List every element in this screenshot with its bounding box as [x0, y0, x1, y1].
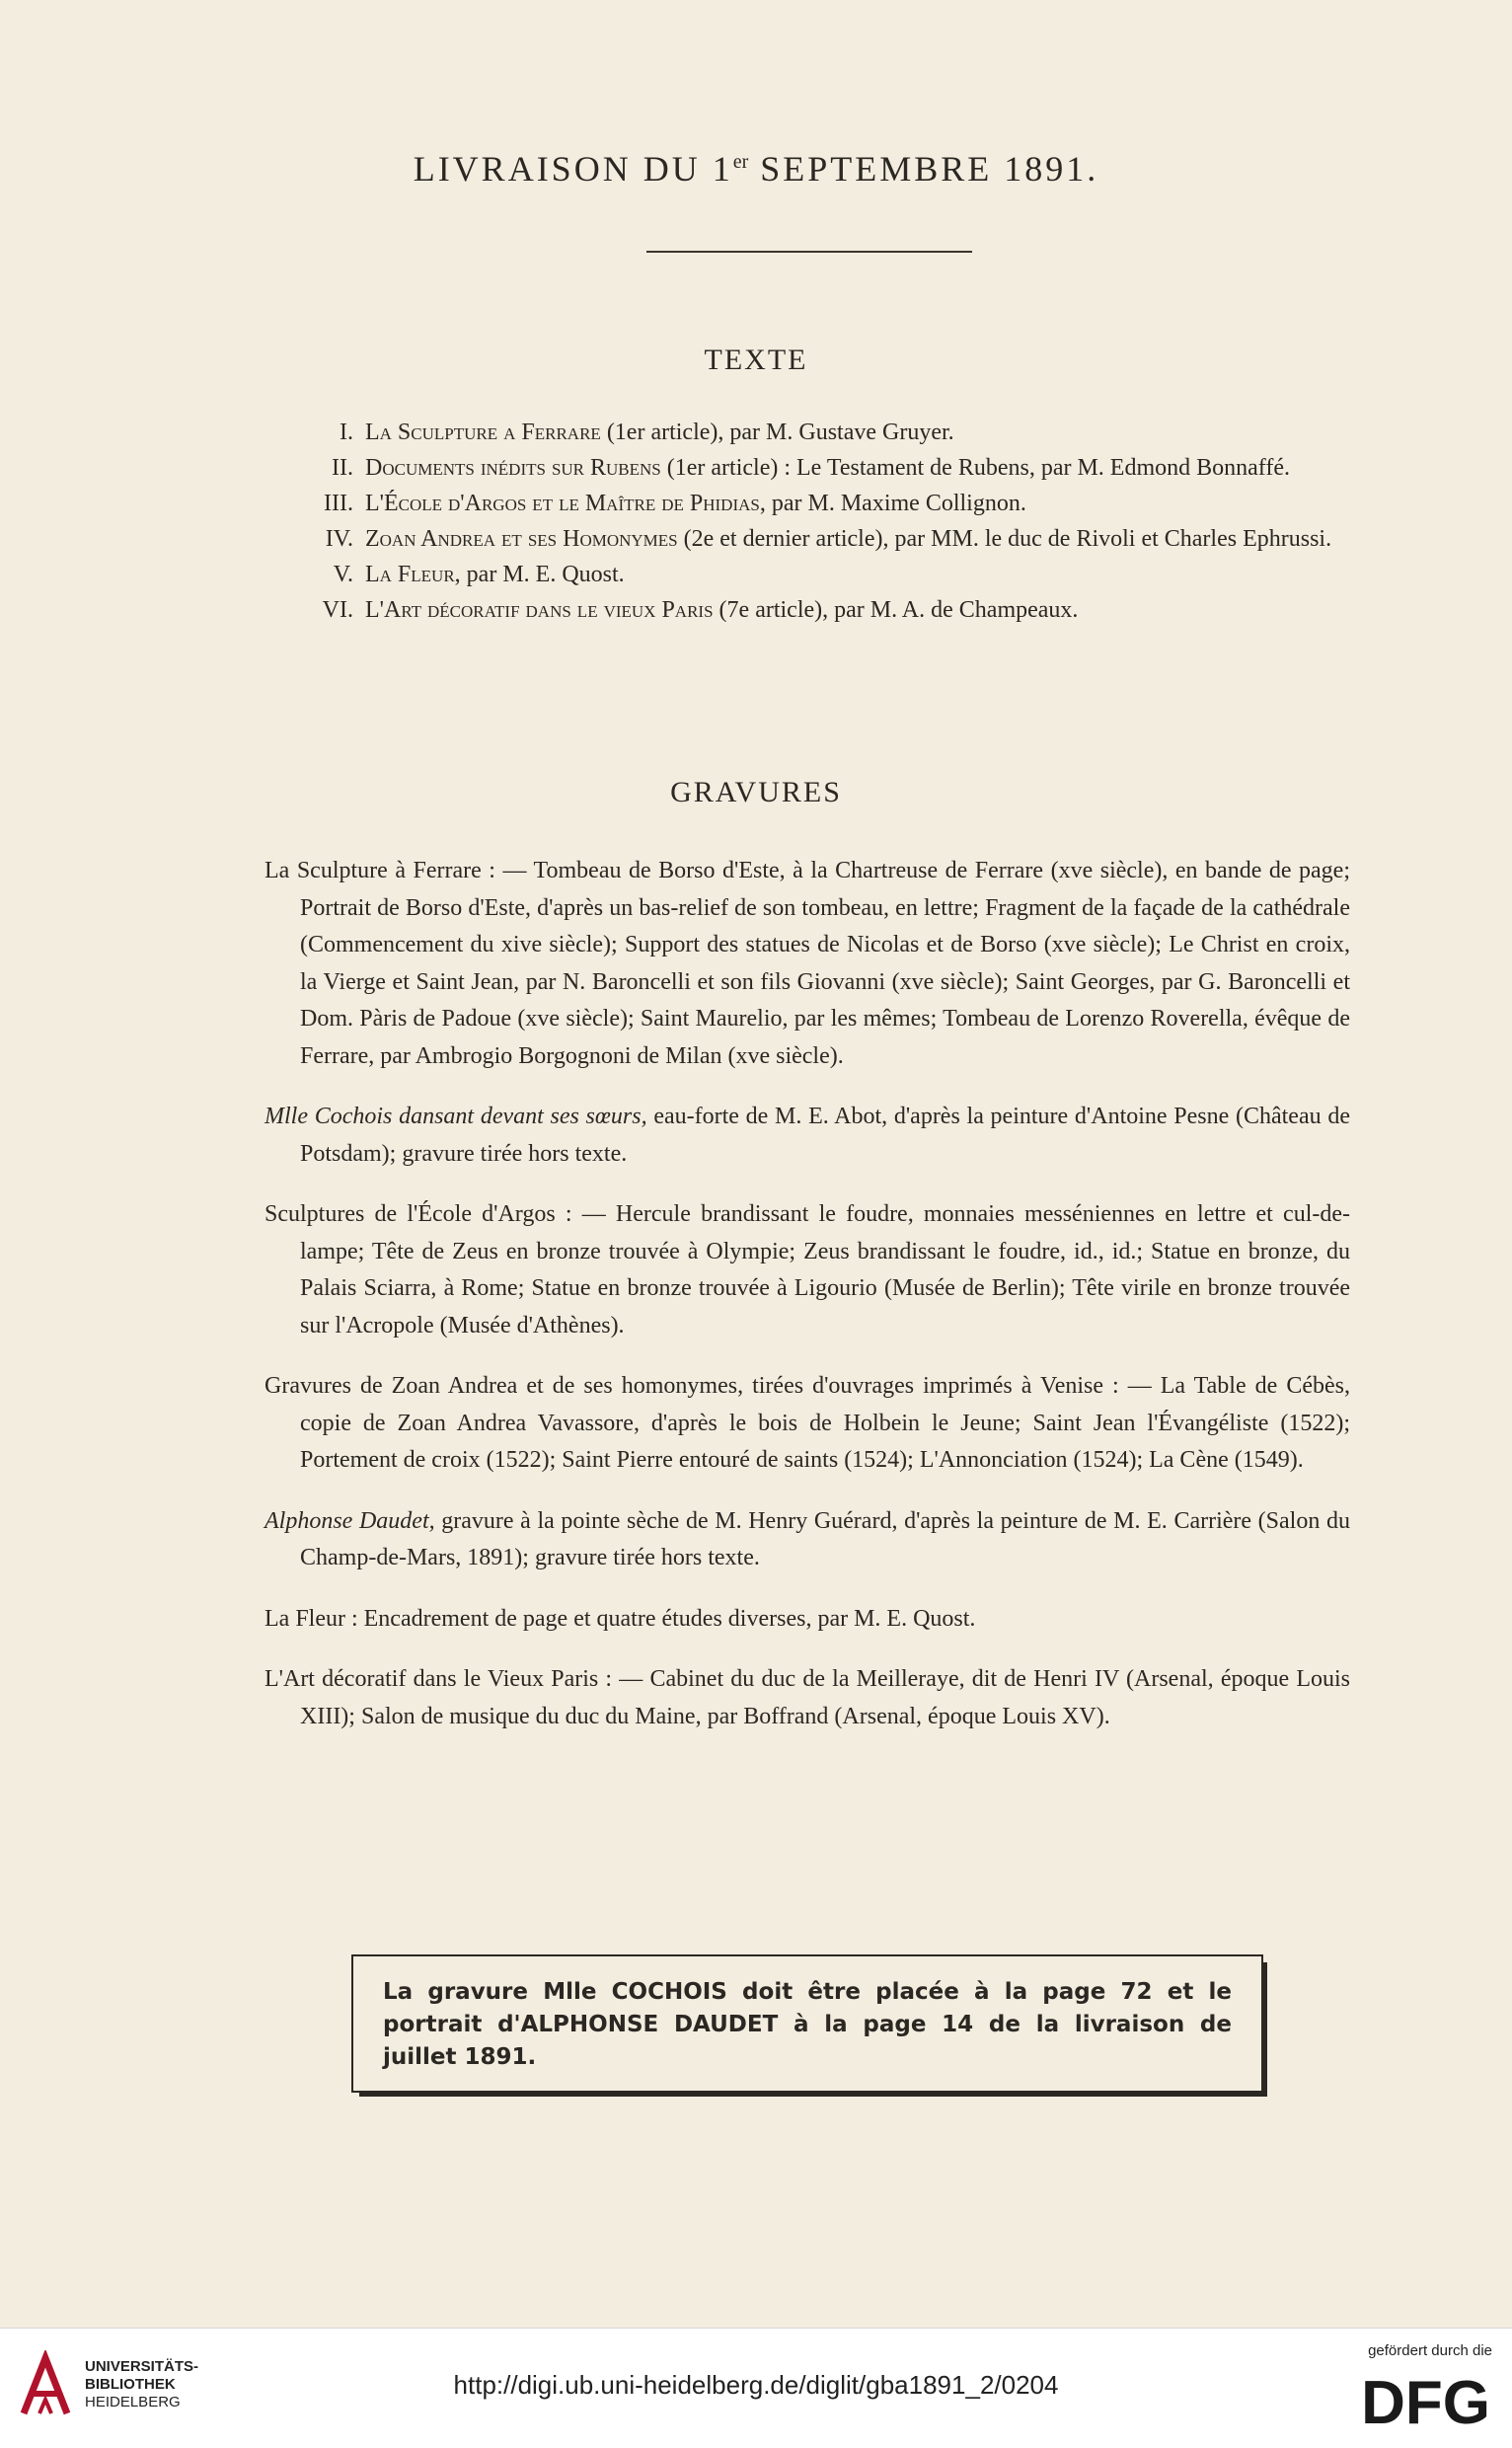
toc-item — [296, 486, 1354, 521]
gravure-entry — [265, 1368, 1350, 1480]
gravure-entry — [265, 1196, 1350, 1344]
toc-item — [296, 521, 1354, 557]
toc-number: VI. — [322, 597, 353, 623]
gravure-entry — [265, 1661, 1350, 1735]
notice-box — [351, 1954, 1263, 2093]
toc-detail: (2e et dernier article), par MM. le duc de Rivoli et Charles Ephrussi. — [677, 526, 1332, 552]
toc-detail: , par M. Maxime Collignon. — [759, 491, 1026, 516]
toc-detail: (1er article) : Le Testament de Rubens, par M. Edmond Bonnaffé. — [660, 455, 1290, 481]
toc-title: Documents inédits sur Rubens — [365, 455, 661, 481]
gravure-text: Gravures de Zoan Andrea et de ses homonymes, tirées d'ouvrages imprimés à Venise : — La Table de Cébès, copie de Zoan Andrea Vavassore, d'après le bois de Holbein le Jeune; Saint Jean l'Évangéliste (1522); Portement de croix (1522); Saint Pierre entouré de saints (1524); L'Annonciation (1524); La Cène (1549). — [265, 1373, 1350, 1473]
toc-detail: , par M. E. Quost. — [454, 562, 625, 587]
library-name-line: BIBLIOTHEK — [85, 2376, 176, 2393]
toc-title: L'École d'Argos et le Maître de Phidias — [365, 491, 760, 516]
gravure-lead: Alphonse Daudet, — [265, 1507, 435, 1534]
texte-list — [296, 415, 1354, 628]
toc-item — [296, 592, 1354, 628]
title-rest: SEPTEMBRE 1891. — [748, 149, 1099, 189]
gravure-entry — [265, 853, 1350, 1075]
library-name-line: UNIVERSITÄTS- — [85, 2358, 199, 2375]
texte-heading: TEXTE — [704, 344, 808, 376]
gravure-entry — [265, 1503, 1350, 1577]
gravure-text: Sculptures de l'École d'Argos : — Hercule brandissant le foudre, monnaies messéniennes en lettre et cul-de-lampe; Tête de Zeus en bronze trouvée à Olympie; Zeus brandissant le foudre, id., id.; Statue en bronze, du Palais Sciarra, à Rome; Statue en bronze trouvée à Ligourio (Musée de Berlin); Tête virile en bronze trouvée sur l'Acropole (Musée d'Athènes). — [265, 1201, 1350, 1339]
toc-title: L'Art décoratif dans le vieux Paris — [365, 597, 714, 623]
toc-title: Zoan Andrea et ses Homonymes — [365, 526, 678, 552]
toc-title: La Fleur — [365, 562, 455, 587]
gravures-heading: GRAVURES — [670, 776, 842, 808]
toc-number: I. — [340, 420, 353, 445]
dfg-logo-text: DFG — [1361, 2370, 1490, 2429]
page-title — [0, 148, 1512, 190]
gravure-entry — [265, 1099, 1350, 1173]
toc-item — [296, 450, 1354, 486]
title-superscript: er — [732, 151, 749, 173]
gravure-text: L'Art décoratif dans le Vieux Paris : — Cabinet du duc de la Meilleraye, dit de Henri IV (Arsenal, époque Louis XIII); Salon de musique du duc du Maine, par Boffrand (Arsenal, époque Louis XV). — [265, 1666, 1350, 1729]
toc-number: III. — [324, 491, 353, 516]
toc-number: II. — [332, 455, 353, 481]
footer-bar — [0, 2328, 1512, 2448]
gravures-list — [265, 853, 1350, 1747]
title-rule — [646, 251, 972, 253]
toc-detail: (7e article), par M. A. de Champeaux. — [713, 597, 1079, 623]
title-main: LIVRAISON DU 1 — [413, 149, 733, 189]
toc-detail: (1er article), par M. Gustave Gruyer. — [600, 420, 954, 445]
toc-item — [296, 415, 1354, 450]
toc-title: La Sculpture a Ferrare — [365, 420, 601, 445]
gravure-text: La Sculpture à Ferrare : — Tombeau de Borso d'Este, à la Chartreuse de Ferrare (xve siècle), en bande de page; Portrait de Borso d'Este, d'après un bas-relief de son tombeau, en lettre; Fragment de la façade de la cathédrale (Commencement du xive siècle); Support des statues de Nicolas et de Borso (xve siècle); Le Christ en croix, la Vierge et Saint Jean, par N. Baroncelli et son fils Giovanni (xve siècle); Saint Georges, par G. Baroncelli et Dom. Pàris de Padoue (xve siècle); Saint Maurelio, par les mêmes; Tombeau de Lorenzo Roverella, évêque de Ferrare, par Ambrogio Borgognoni de Milan (xve siècle). — [265, 858, 1350, 1069]
funder-label: gefördert durch die — [1368, 2342, 1492, 2359]
gravure-text: eau-forte de M. E. Abot, d'après la peinture d'Antoine Pesne (Château de Potsdam); gravure tirée hors texte. — [300, 1104, 1350, 1167]
dfg-logo-icon[interactable] — [1307, 2370, 1494, 2429]
gravure-entry — [265, 1601, 1350, 1639]
gravure-lead: Mlle Cochois dansant devant ses sœurs, — [265, 1104, 647, 1129]
notice-text: La gravure Mlle COCHOIS doit être placée à la page 72 et le portrait d'ALPHONSE DAUDET à la page 14 de la livraison de juillet 1891. — [383, 1979, 1232, 2070]
library-name-line: HEIDELBERG — [85, 2394, 181, 2410]
gravure-text: gravure à la pointe sèche de M. Henry Guérard, d'après la peinture de M. E. Carrière (Salon du Champ-de-Mars, 1891); gravure tirée hors texte. — [300, 1507, 1350, 1570]
toc-item — [296, 557, 1354, 592]
source-url-link[interactable]: http://digi.ub.uni-heidelberg.de/diglit/gba1891_2/0204 — [453, 2370, 1059, 2400]
toc-number: V. — [333, 562, 353, 587]
gravure-text: La Fleur : Encadrement de page et quatre études diverses, par M. E. Quost. — [265, 1605, 976, 1632]
toc-number: IV. — [325, 526, 353, 552]
